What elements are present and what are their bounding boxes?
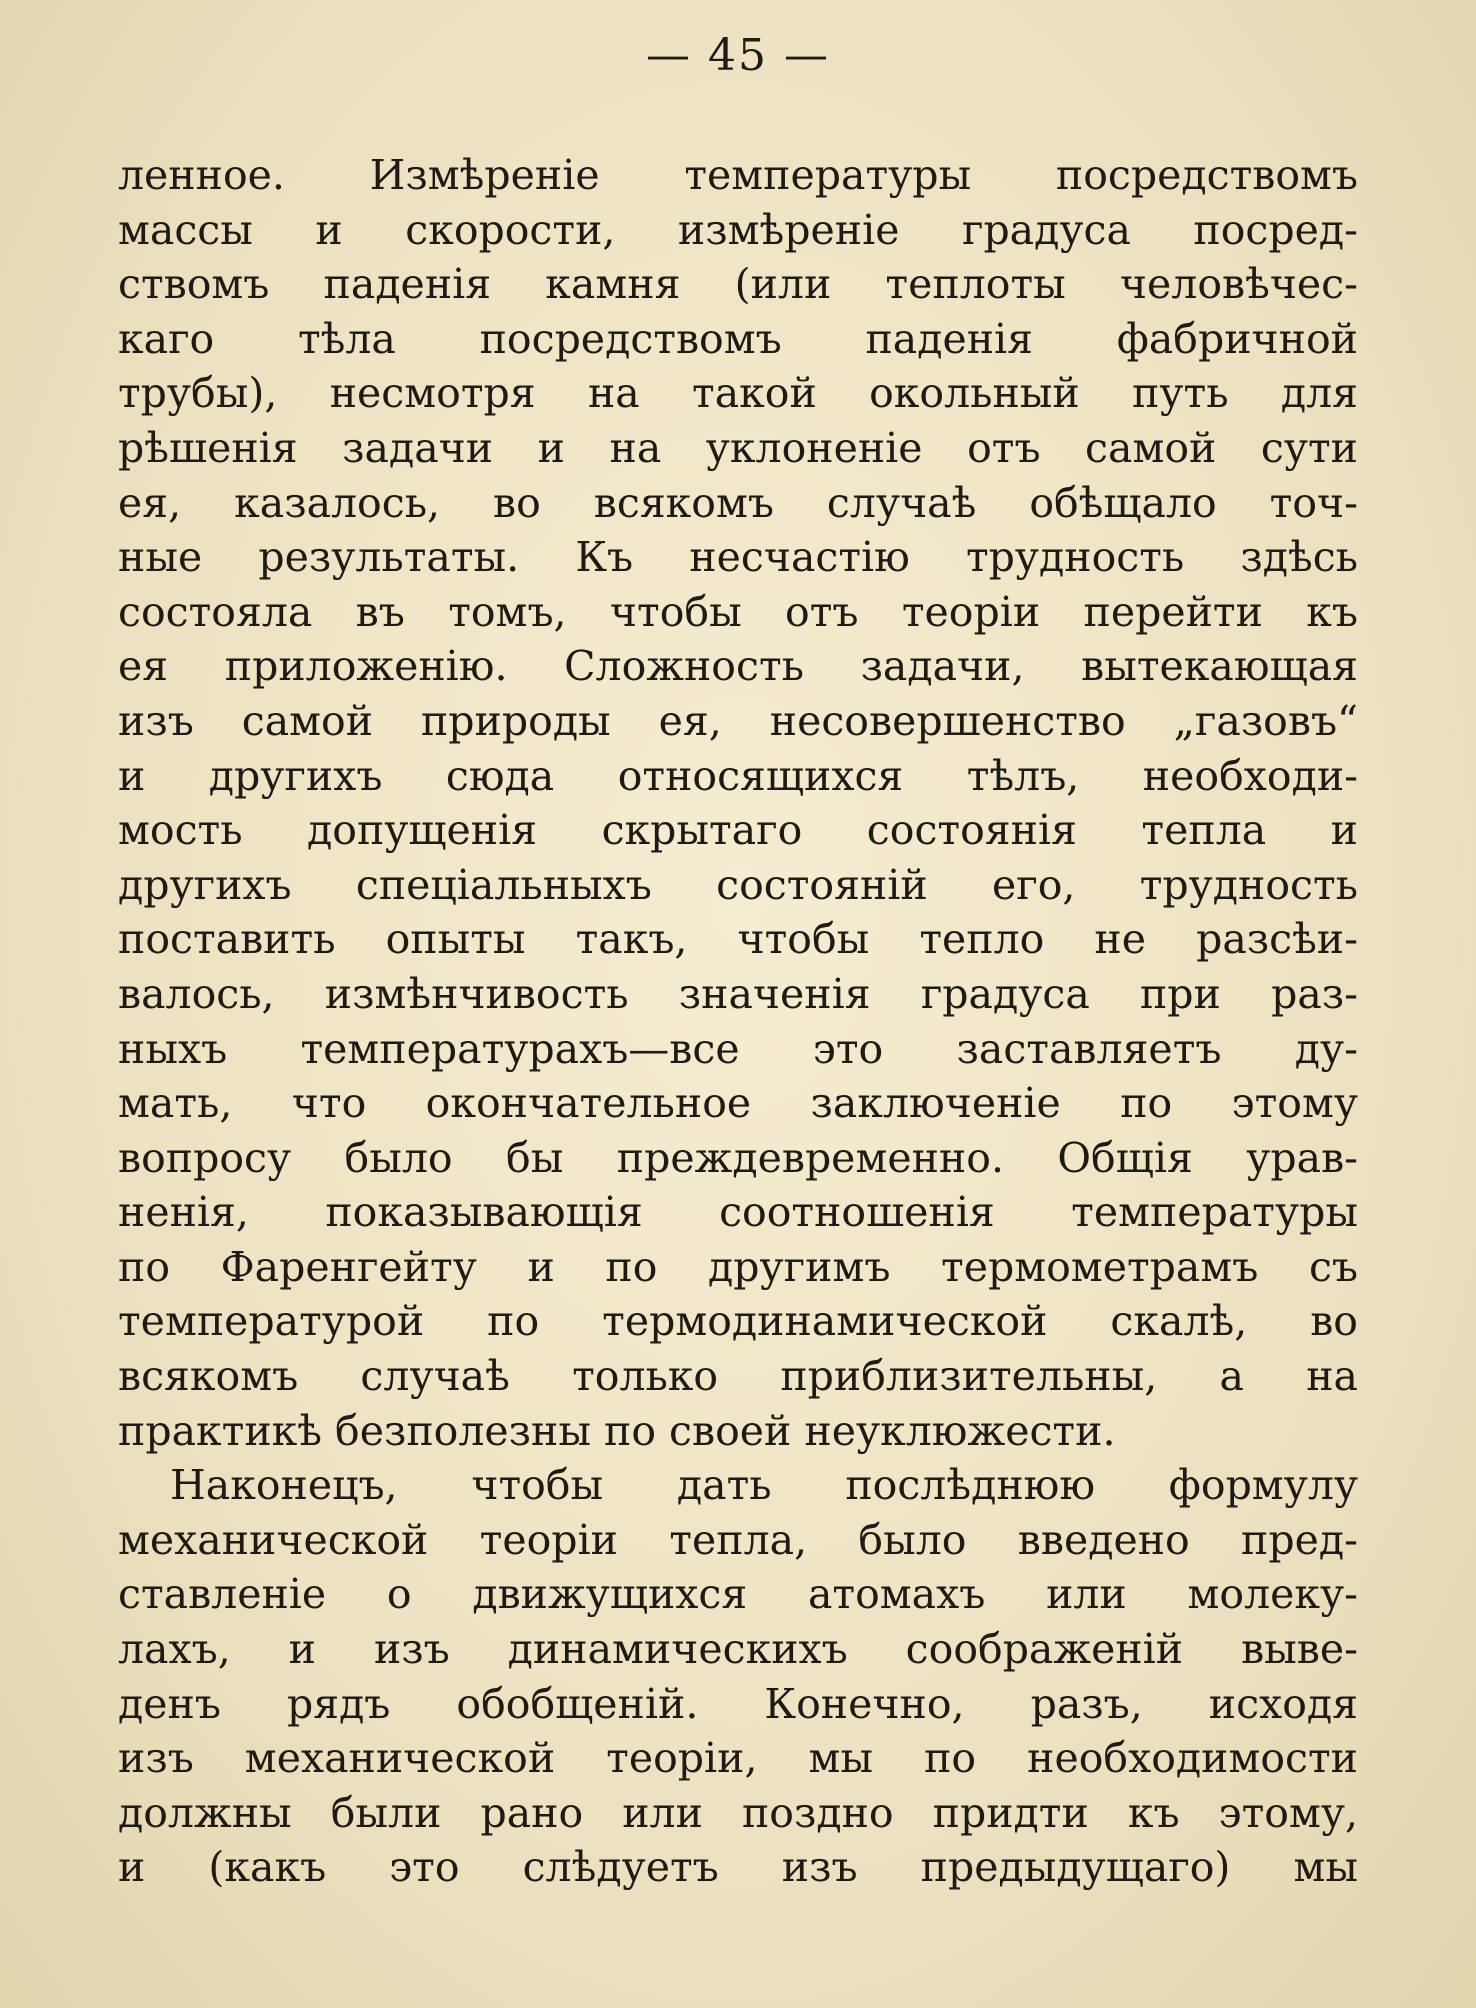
text-line: изъ механической теоріи, мы по необходимости	[118, 1734, 1358, 1783]
text-line: ные результаты. Къ несчастію трудность здѣсь	[118, 533, 1358, 582]
text-line: вопросу было бы преждевременно. Общія урав-	[118, 1133, 1358, 1182]
text-line: по Фаренгейту и по другимъ термометрамъ съ	[118, 1242, 1358, 1291]
body-text	[118, 148, 1358, 1895]
page-number: — 45 —	[646, 30, 830, 81]
text-line: мать, что окончательное заключеніе по этому	[118, 1079, 1358, 1128]
text-line: изъ самой природы ея, несовершенство „газовъ“	[118, 696, 1358, 745]
text-line: ствомъ паденія камня (или теплоты человѣчес-	[118, 260, 1358, 309]
text-line: денъ рядъ обобщеній. Конечно, разъ, исходя	[118, 1679, 1358, 1728]
text-line: ея приложенію. Сложность задачи, вытекающая	[118, 642, 1358, 691]
text-line: и другихъ сюда относящихся тѣлъ, необходи-	[118, 751, 1358, 800]
text-line: и (какъ это слѣдуетъ изъ предыдущаго) мы	[118, 1843, 1358, 1892]
paragraph-first-line: Наконецъ, чтобы дать послѣднюю формулу	[170, 1461, 1358, 1510]
text-line: ненія, показывающія соотношенія температуры	[118, 1188, 1358, 1237]
text-line: лахъ, и изъ динамическихъ соображеній выве-	[118, 1625, 1358, 1674]
text-line: ея, казалось, во всякомъ случаѣ обѣщало точ-	[118, 478, 1358, 527]
text-line: состояла въ томъ, чтобы отъ теоріи перейти къ	[118, 587, 1358, 636]
text-line: ленное. Измѣреніе температуры посредствомъ	[118, 151, 1358, 199]
text-line: всякомъ случаѣ только приблизительны, а на	[118, 1352, 1358, 1401]
text-line: рѣшенія задачи и на уклоненіе отъ самой сути	[118, 423, 1358, 472]
text-line: мость допущенія скрытаго состоянія тепла и	[118, 806, 1358, 855]
text-line: ныхъ температурахъ—все это заставляетъ ду-	[118, 1024, 1358, 1073]
text-line: температурой по термодинамической скалѣ, во	[118, 1297, 1358, 1346]
text-line: другихъ спеціальныхъ состояній его, трудность	[118, 860, 1358, 909]
text-line: практикѣ безполезны по своей неуклюжести.	[118, 1406, 1116, 1455]
text-line: каго тѣла посредствомъ паденія фабричной	[118, 314, 1358, 363]
text-line: валось, измѣнчивость значенія градуса при раз-	[118, 969, 1358, 1018]
text-line: поставить опыты такъ, чтобы тепло не разсѣи-	[118, 915, 1358, 964]
text-line: трубы), несмотря на такой окольный путь для	[118, 369, 1358, 418]
text-line: массы и скорости, измѣреніе градуса посред-	[118, 205, 1358, 254]
text-line: механической теоріи тепла, было введено пред-	[118, 1515, 1358, 1564]
text-line: должны были рано или поздно придти къ этому,	[118, 1788, 1358, 1837]
text-line: ставленіе о движущихся атомахъ или молеку-	[118, 1570, 1358, 1619]
